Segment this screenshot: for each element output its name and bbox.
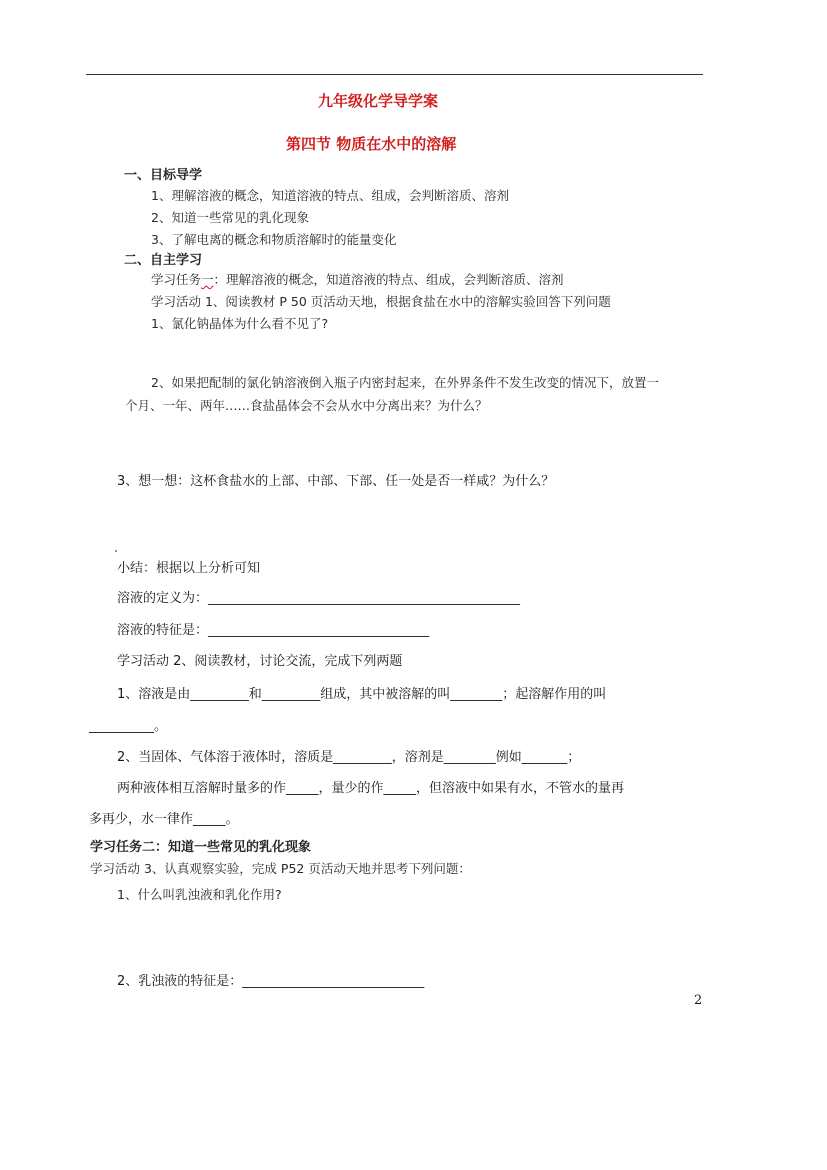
activity2-q2-line1: 2、当固体、气体溶于液体时，溶质是_________，溶剂是________例如_______； — [117, 750, 581, 765]
activity2-q2-line2: 两种液体相互溶解时量多的作_____，量少的作_____，但溶液中如果有水，不管水的量再 — [117, 781, 625, 796]
header-rule — [86, 74, 703, 75]
question-2-line2: 个月、一年、两年……食盐晶体会不会从水中分离出来？为什么？ — [125, 398, 488, 413]
task2-question-1: 1、什么叫乳浊液和乳化作用? — [117, 887, 282, 902]
task2-heading: 学习任务二：知道一些常见的乳化现象 — [90, 840, 312, 855]
activity3-text: 学习活动 3、认真观察实验，完成 P52 页活动天地并思考下列问题： — [90, 861, 471, 876]
task1-prefix: 学习任务 — [151, 272, 202, 287]
section2-heading: 二、自主学习 — [124, 253, 203, 268]
task1-one: 一 — [201, 272, 214, 287]
task1-rest: ：理解溶液的概念，知道溶液的特点、组成，会判断溶质、溶剂 — [213, 272, 564, 287]
activity2-q2-line3: 多再少，水一律作_____。 — [89, 812, 239, 827]
question-2-line1: 2、如果把配制的氯化钠溶液倒入瓶子内密封起来，在外界条件不发生改变的情况下，放置一 — [151, 375, 659, 390]
task1-line — [151, 270, 564, 288]
question-1: 1、氯化钠晶体为什么看不见了? — [151, 316, 329, 331]
page-title: 九年级化学导学案 — [318, 92, 439, 110]
feature-blank: 溶液的特征是：__________________________________ — [117, 623, 430, 638]
definition-blank: 溶液的定义为：________________________________________________ — [117, 591, 521, 606]
task2-question-2: 2、乳浊液的特征是：____________________________ — [117, 974, 425, 989]
question-3: 3、想一想：这杯食盐水的上部、中部、下部、任一处是否一样咸？为什么？ — [117, 474, 555, 489]
activity1-text: 学习活动 1、阅读教材 P 50 页活动天地，根据食盐在水中的溶解实验回答下列问题 — [151, 294, 611, 309]
section-subtitle: 第四节 物质在水中的溶解 — [286, 135, 457, 153]
activity2-q1-line2: __________。 — [89, 719, 168, 734]
goal-item-2: 2、知道一些常见的乳化现象 — [151, 210, 309, 225]
activity2-q1-line1: 1、溶液是由_________和_________组成，其中被溶解的叫________；起溶解作用的叫 — [117, 687, 607, 702]
stray-mark — [115, 550, 117, 552]
goal-item-3: 3、了解电离的概念和物质溶解时的能量变化 — [151, 232, 397, 247]
goal-item-1: 1、理解溶液的概念，知道溶液的特点、组成，会判断溶质、溶剂 — [151, 188, 509, 203]
activity2-heading: 学习活动 2、阅读教材，讨论交流，完成下列两题 — [117, 654, 403, 669]
section1-heading: 一、目标导学 — [124, 168, 203, 183]
page-number: 2 — [694, 993, 703, 1008]
summary-intro: 小结：根据以上分析可知 — [117, 561, 261, 576]
